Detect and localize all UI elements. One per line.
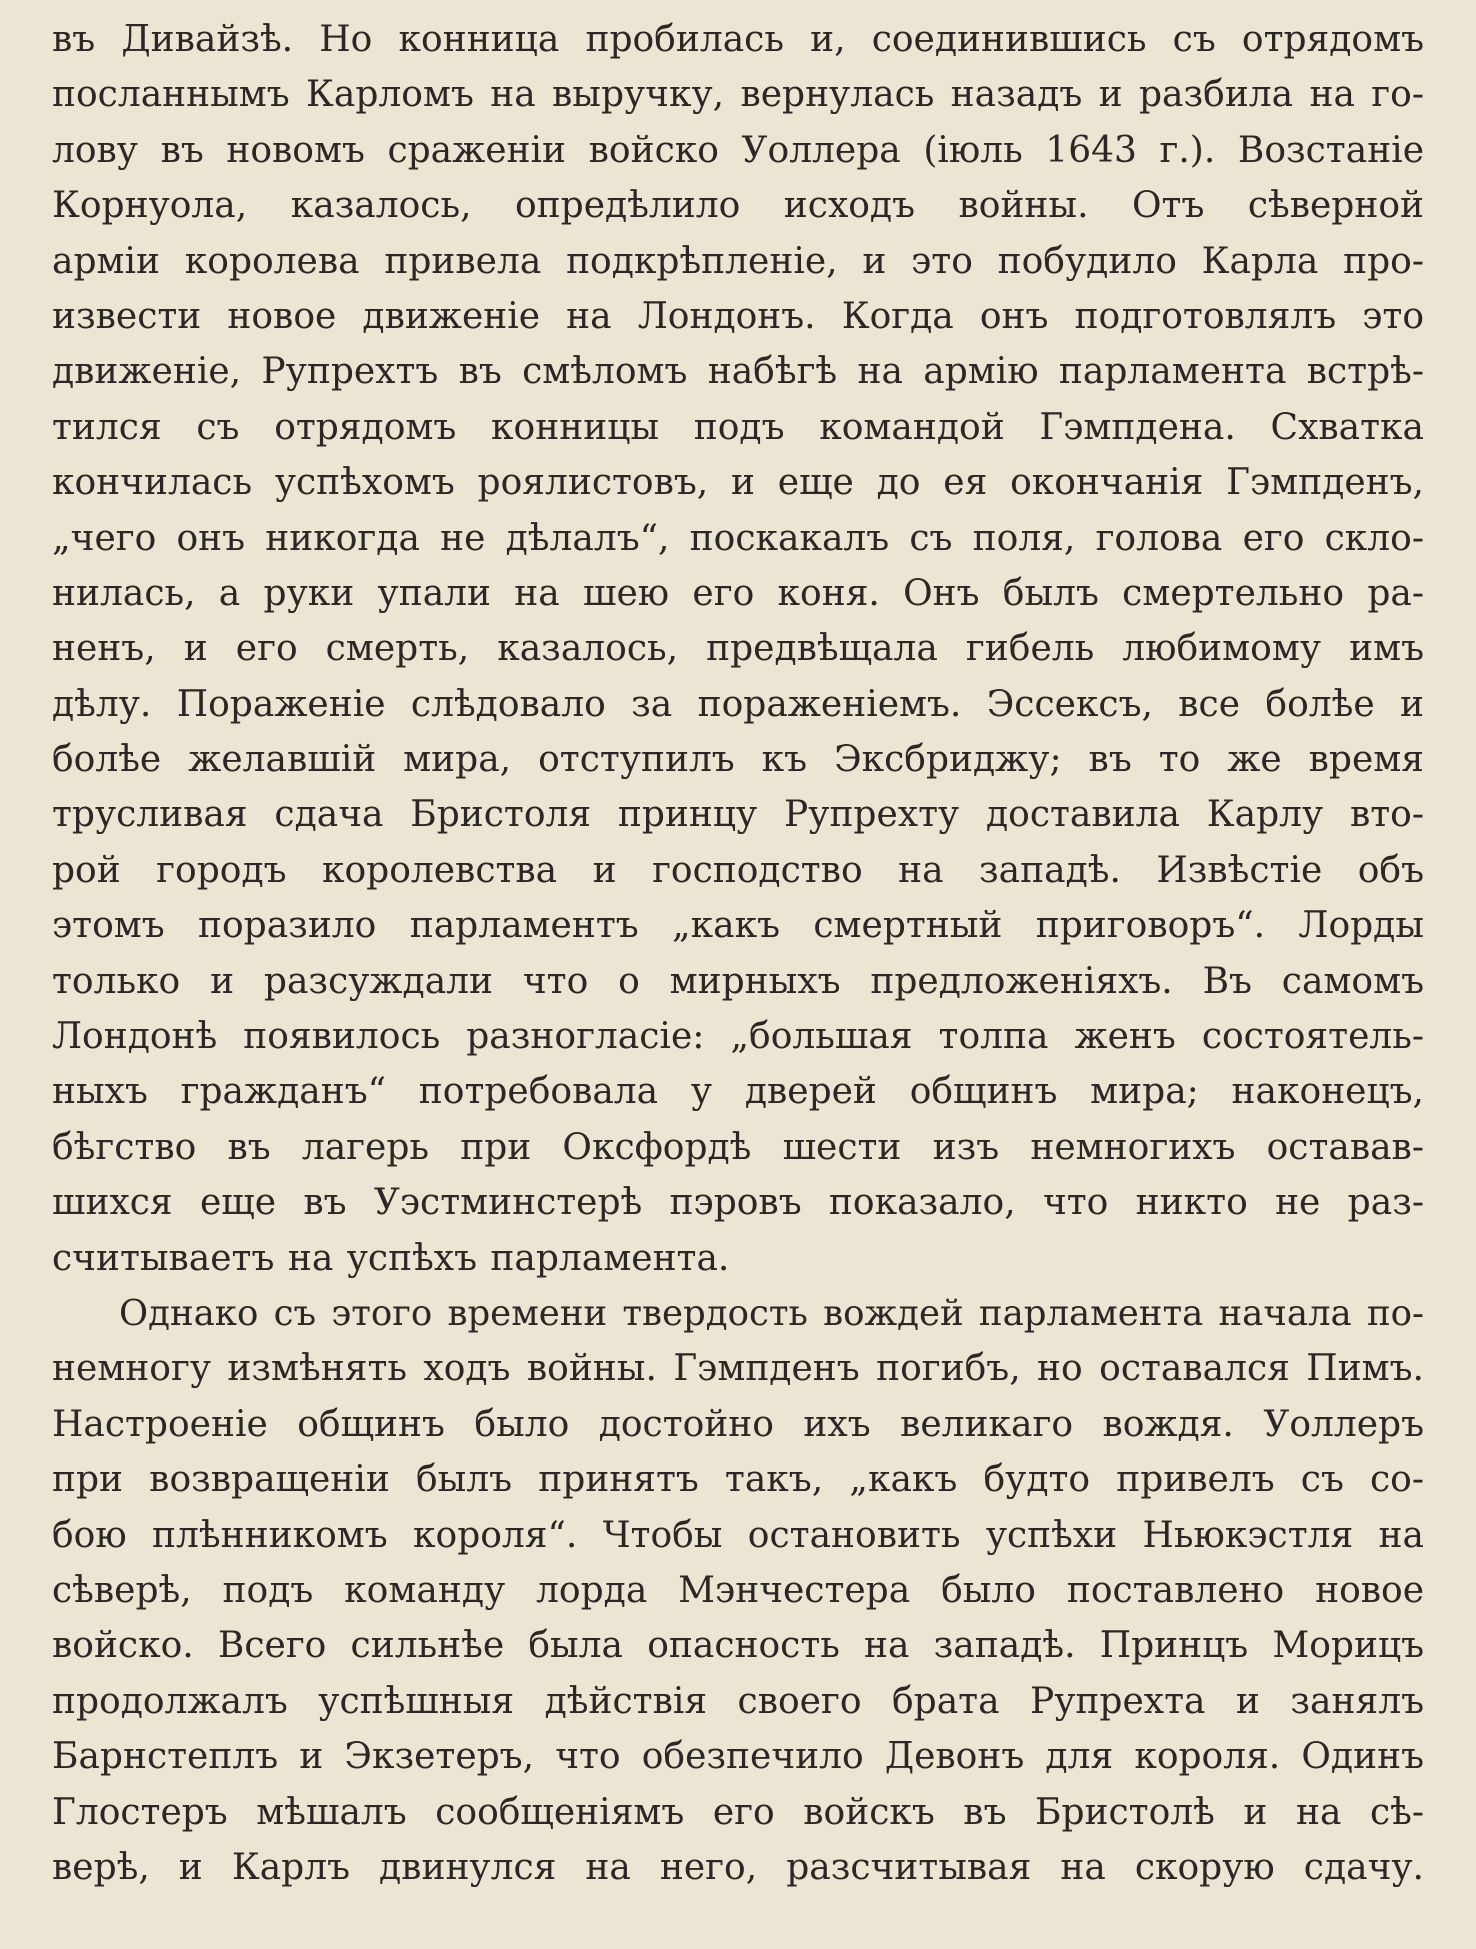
text-line: ненъ, и его смерть, казалось, предвѣщала гибель любимому имъ — [52, 628, 1424, 670]
text-line: извести новое движеніе на Лондонъ. Когда онъ подготовлялъ это — [52, 295, 1424, 337]
text-line: шихся еще въ Уэстминстерѣ пэровъ показало, что никто не раз- — [52, 1182, 1424, 1224]
text-line: дѣлу. Пораженіе слѣдовало за пораженіемъ. Эссексъ, все болѣе и — [52, 683, 1424, 725]
text-line: бою плѣнникомъ короля“. Чтобы остановить успѣхи Ньюкэстля на — [52, 1514, 1424, 1556]
text-line: Однако съ этого времени твердость вождей парламента начала по- — [119, 1292, 1424, 1334]
text-line: немногу измѣнять ходъ войны. Гэмпденъ погибъ, но оставался Пимъ. — [52, 1348, 1424, 1390]
text-line: Глостеръ мѣшалъ сообщеніямъ его войскъ въ Бристолѣ и на сѣ- — [52, 1791, 1424, 1833]
text-line: войско. Всего сильнѣе была опасность на западѣ. Принцъ Морицъ — [52, 1625, 1424, 1667]
text-line: сѣверѣ, подъ команду лорда Мэнчестера было поставлено новое — [52, 1569, 1424, 1611]
text-line: лову въ новомъ сраженіи войско Уоллера (іюль 1643 г.). Возстаніе — [52, 129, 1424, 171]
text-line: ныхъ гражданъ“ потребовала у дверей общинъ мира; наконецъ, — [52, 1071, 1424, 1113]
text-line: Лондонѣ появилось разногласіе: „большая толпа женъ состоятель- — [52, 1016, 1424, 1058]
text-line: считываетъ на успѣхъ парламента. — [52, 1237, 730, 1279]
paragraph-2 — [52, 1286, 1424, 1895]
text-line: арміи королева привела подкрѣпленіе, и это побудило Карла про- — [52, 240, 1424, 282]
text-line: „чего онъ никогда не дѣлалъ“, поскакалъ съ поля, голова его скло- — [52, 517, 1424, 559]
text-line: въ Дивайзѣ. Но конница пробилась и, соединившись съ отрядомъ — [52, 19, 1424, 60]
text-line: кончилась успѣхомъ роялистовъ, и еще до ея окончанія Гэмпденъ, — [52, 462, 1424, 504]
paragraph-1 — [52, 12, 1424, 1286]
text-line: движеніе, Рупрехтъ въ смѣломъ набѣгѣ на армію парламента встрѣ- — [52, 351, 1424, 393]
text-line: при возвращеніи былъ принятъ такъ, „какъ будто привелъ съ со- — [52, 1459, 1424, 1501]
text-line: Барнстеплъ и Экзетеръ, что обезпечило Девонъ для короля. Одинъ — [52, 1736, 1424, 1778]
text-line: Корнуола, казалось, опредѣлило исходъ войны. Отъ сѣверной — [52, 185, 1424, 227]
text-line: продолжалъ успѣшныя дѣйствія своего брата Рупрехта и занялъ — [52, 1680, 1424, 1722]
text-line: только и разсуждали что о мирныхъ предложеніяхъ. Въ самомъ — [52, 960, 1424, 1002]
text-line: Настроеніе общинъ было достойно ихъ великаго вождя. Уоллеръ — [52, 1403, 1424, 1445]
text-line: нилась, а руки упали на шею его коня. Онъ былъ смертельно ра- — [52, 572, 1424, 614]
text-line: трусливая сдача Бристоля принцу Рупрехту доставила Карлу вто- — [52, 794, 1424, 836]
text-line: верѣ, и Карлъ двинулся на него, разсчитывая на скорую сдачу. — [52, 1846, 1424, 1888]
text-line: рой городъ королевства и господство на западѣ. Извѣстіе объ — [52, 849, 1424, 891]
text-line: этомъ поразило парламентъ „какъ смертный приговоръ“. Лорды — [52, 905, 1424, 947]
text-line: посланнымъ Карломъ на выручку, вернулась назадъ и разбила на го- — [52, 74, 1424, 116]
text-line: бѣгство въ лагерь при Оксфордѣ шести изъ немногихъ оставав- — [52, 1126, 1424, 1168]
text-line: болѣе желавшій мира, отступилъ къ Эксбриджу; въ то же время — [52, 739, 1424, 781]
page-text — [52, 12, 1424, 1895]
text-line: тился съ отрядомъ конницы подъ командой Гэмпдена. Схватка — [52, 406, 1424, 448]
